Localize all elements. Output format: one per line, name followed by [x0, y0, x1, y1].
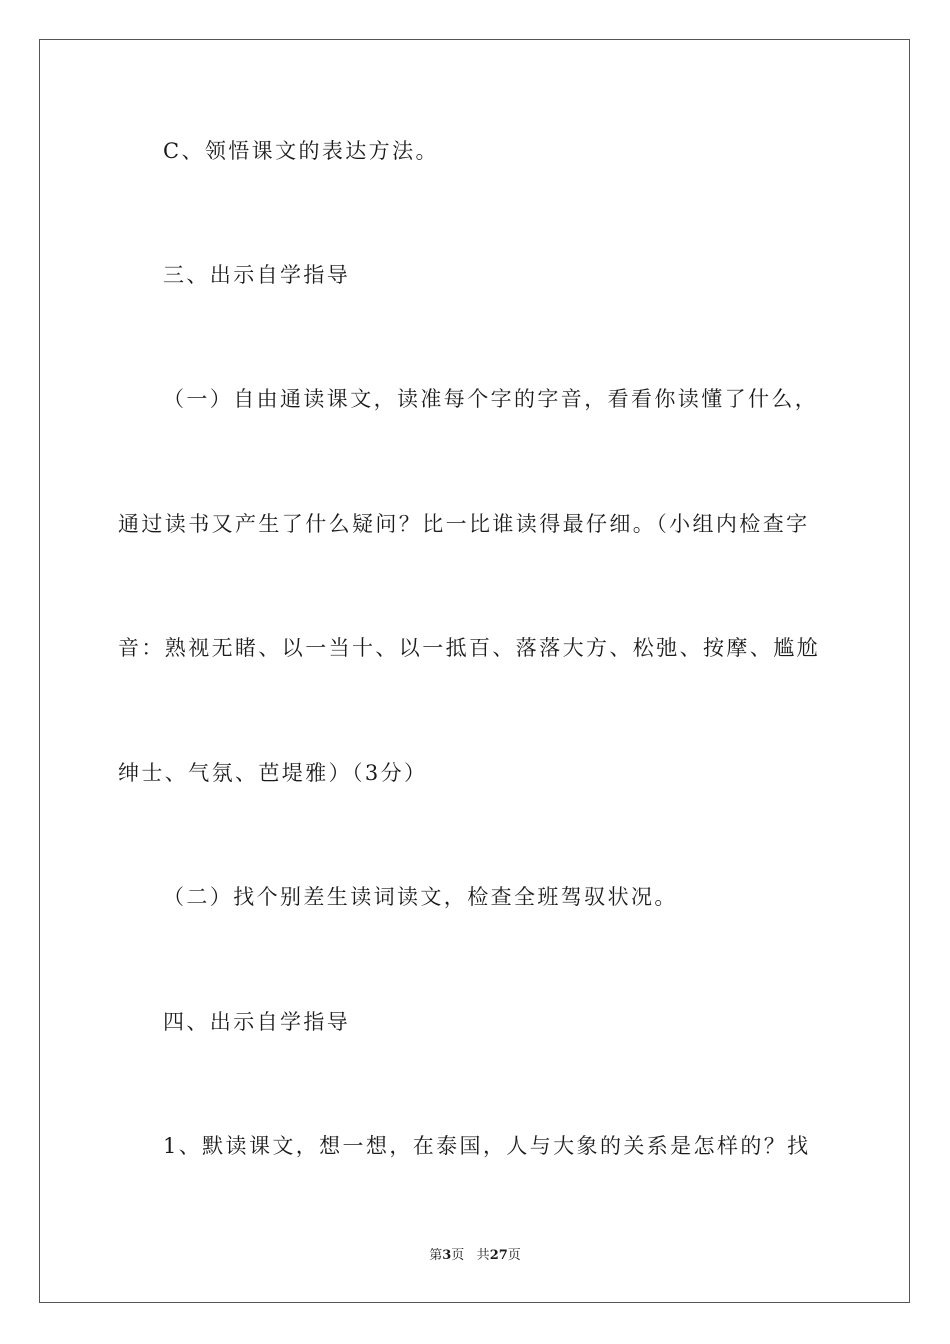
page-footer — [0, 1247, 950, 1265]
footer-prefix: 第 — [429, 1248, 443, 1263]
text-line-7: （二）找个别差生读词读文，检查全班驾驭状况。 — [163, 885, 678, 909]
footer-page-suffix: 页 — [451, 1248, 465, 1263]
text-line-3: （一）自由通读课文，读准每个字的字音，看看你读懂了什么， — [163, 387, 819, 411]
text-line-1: C、领悟课文的表达方法。 — [163, 139, 439, 163]
footer-total-prefix: 共 — [476, 1248, 490, 1263]
text-line-9: 1、默读课文，想一想，在泰国，人与大象的关系是怎样的？找 — [163, 1134, 811, 1158]
text-line-5: 音：熟视无睹、以一当十、以一抵百、落落大方、松弛、按摩、尴尬 — [118, 636, 820, 660]
page-border — [39, 39, 910, 1303]
footer-page-number: 3 — [442, 1248, 452, 1263]
text-line-6: 绅士、气氛、芭堤雅）（3分） — [118, 761, 428, 785]
footer-total-suffix: 页 — [507, 1248, 521, 1263]
footer-total-pages: 27 — [489, 1248, 508, 1263]
text-line-4: 通过读书又产生了什么疑问？比一比谁读得最仔细。（小组内检查字 — [118, 512, 810, 536]
section-heading-4: 四、出示自学指导 — [163, 1010, 351, 1034]
section-heading-3: 三、出示自学指导 — [163, 263, 351, 287]
